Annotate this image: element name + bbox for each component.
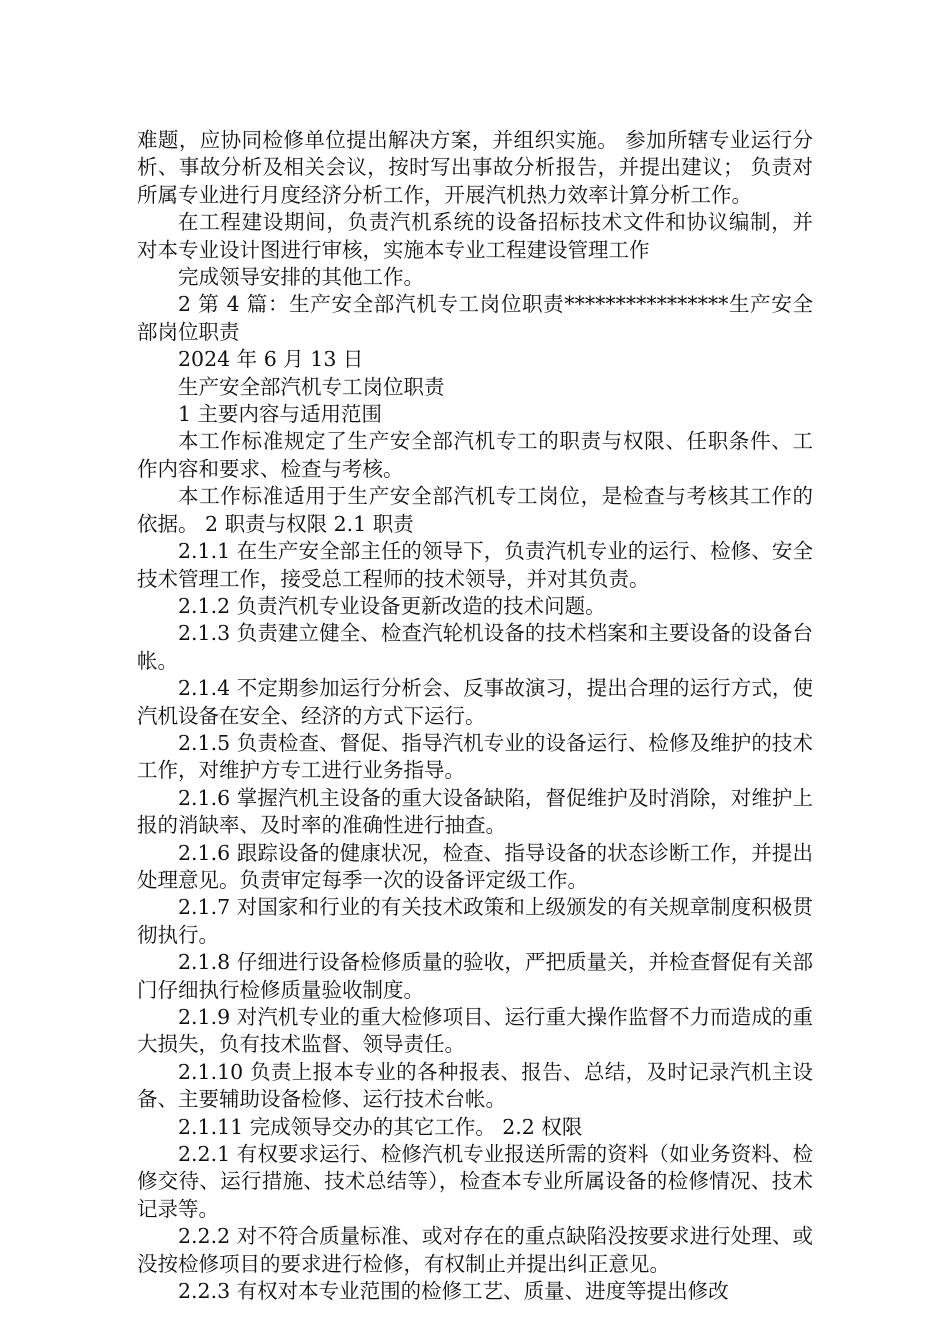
clause-item: 2.1.5 负责检查、督促、指导汽机专业的设备运行、检修及维护的技术工作，对维护方专工进行业务指导。	[137, 730, 813, 783]
clause-item: 2.1.10 负责上报本专业的各种报表、报告、总结，及时记录汽机主设备、主要辅助设备检修、运行技术台帐。	[137, 1059, 813, 1112]
clause-item: 2.2.3 有权对本专业范围的检修工艺、质量、进度等提出修改	[178, 1279, 729, 1304]
clause-item: 2.1.7 对国家和行业的有关技术政策和上级颁发的有关规章制度积极贯彻执行。	[137, 895, 813, 947]
section-heading: 2 第 4 篇：生产安全部汽机专工岗位职责****************生产安全部岗位职责	[137, 292, 813, 344]
clause-item: 2.1.1 在生产安全部主任的领导下，负责汽机专业的运行、检修、安全技术管理工作，接受总工程师的技术领导，并对其负责。	[137, 539, 813, 591]
clause-item: 2.1.4 不定期参加运行分析会、反事故演习，提出合理的运行方式，使汽机设备在安全、经济的方式下运行。	[137, 676, 813, 728]
clause-item: 2.1.3 负责建立健全、检查汽轮机设备的技术档案和主要设备的设备台帐。	[137, 621, 813, 673]
clause-item: 2.2.2 对不符合质量标准、或对存在的重点缺陷没按要求进行处理、或没按检修项目的要求进行检修，有权制止并提出纠正意见。	[137, 1224, 813, 1276]
paragraph: 完成领导安排的其他工作。	[178, 265, 424, 290]
document-date: 2024 年 6 月 13 日	[178, 347, 364, 372]
clause-item: 2.1.11 完成领导交办的其它工作。 2.2 权限	[178, 1114, 583, 1139]
section-heading: 1 主要内容与适用范围	[178, 402, 383, 427]
paragraph: 本工作标准适用于生产安全部汽机专工岗位，是检查与考核其工作的依据。 2 职责与权限 2.1 职责	[137, 484, 813, 536]
clause-item: 2.1.8 仔细进行设备检修质量的验收，严把质量关，并检查督促有关部门仔细执行检修质量验收制度。	[137, 950, 813, 1002]
document-title: 生产安全部汽机专工岗位职责	[178, 374, 445, 399]
paragraph: 难题，应协同检修单位提出解决方案，并组织实施。 参加所辖专业运行分析、事故分析及相关会议，按时写出事故分析报告，并提出建议； 负责对所属专业进行月度经济分析工作，开展汽机热力效率计算分析工作。	[137, 128, 813, 207]
clause-item: 2.1.9 对汽机专业的重大检修项目、运行重大操作监督不力而造成的重大损失，负有技术监督、领导责任。	[137, 1005, 813, 1057]
paragraph: 在工程建设期间，负责汽机系统的设备招标技术文件和协议编制，并对本专业设计图进行审核，实施本专业工程建设管理工作	[137, 210, 813, 262]
clause-item: 2.1.6 掌握汽机主设备的重大设备缺陷，督促维护及时消除，对维护上报的消缺率、及时率的准确性进行抽查。	[137, 785, 813, 838]
paragraph: 本工作标准规定了生产安全部汽机专工的职责与权限、任职条件、工作内容和要求、检查与考核。	[137, 429, 813, 481]
clause-item: 2.2.1 有权要求运行、检修汽机专业报送所需的资料（如业务资料、检修交待、运行措施、技术总结等），检查本专业所属设备的检修情况、技术记录等。	[137, 1142, 813, 1221]
document-body	[137, 127, 813, 1305]
clause-item: 2.1.2 负责汽机专业设备更新改造的技术问题。	[178, 593, 606, 618]
clause-item: 2.1.6 跟踪设备的健康状况，检查、指导设备的状态诊断工作，并提出处理意见。负责审定每季一次的设备评定级工作。	[137, 840, 813, 892]
